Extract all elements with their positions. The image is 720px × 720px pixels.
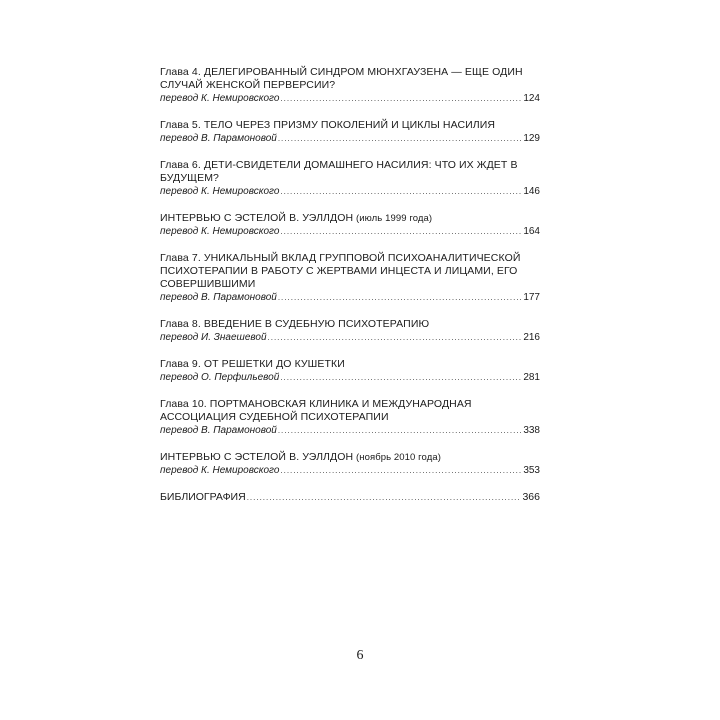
table-of-contents bbox=[160, 66, 540, 504]
page-ref: 129 bbox=[523, 133, 540, 144]
dot-leader bbox=[268, 331, 523, 344]
dot-leader bbox=[278, 291, 522, 304]
entry-line bbox=[160, 371, 540, 384]
toc-entry[interactable] bbox=[160, 318, 540, 344]
entry-title bbox=[160, 358, 540, 371]
chapter-title: ПОРТМАНОВСКАЯ КЛИНИКА И МЕЖДУНАРОДНАЯ АССОЦИАЦИЯ СУДЕБНОЙ ПСИХОТЕРАПИИ bbox=[160, 398, 472, 423]
page-ref: 164 bbox=[523, 226, 540, 237]
entry-title bbox=[160, 451, 540, 464]
chapter-prefix: Глава 9. bbox=[160, 358, 204, 370]
translator: перевод К. Немировского bbox=[160, 186, 280, 197]
chapter-title: ДЕЛЕГИРОВАННЫЙ СИНДРОМ МЮНХГАУЗЕНА — ЕЩЕ ОДИН СЛУЧАЙ ЖЕНСКОЙ ПЕРВЕРСИИ? bbox=[160, 66, 523, 91]
entry-line bbox=[160, 225, 540, 238]
translator: перевод О. Перфильевой bbox=[160, 372, 280, 383]
toc-entry[interactable] bbox=[160, 119, 540, 145]
entry-line bbox=[160, 291, 540, 304]
dot-leader bbox=[247, 491, 522, 504]
toc-entry[interactable] bbox=[160, 451, 540, 477]
toc-entry[interactable] bbox=[160, 398, 540, 437]
entry-title bbox=[160, 252, 540, 291]
entry-title bbox=[160, 398, 540, 424]
entry-line bbox=[160, 464, 540, 477]
page-ref: 216 bbox=[523, 332, 540, 343]
chapter-prefix: Глава 6. bbox=[160, 159, 204, 171]
chapter-prefix: Глава 4. bbox=[160, 66, 204, 78]
entry-line bbox=[160, 491, 540, 504]
entry-title bbox=[160, 66, 540, 92]
dot-leader bbox=[278, 132, 522, 145]
entry-line bbox=[160, 92, 540, 105]
page-ref: 124 bbox=[523, 93, 540, 104]
translator: перевод К. Немировского bbox=[160, 93, 280, 104]
translator: перевод В. Парамоновой bbox=[160, 292, 277, 303]
page-ref: 353 bbox=[523, 465, 540, 476]
translator: перевод В. Парамоновой bbox=[160, 425, 277, 436]
page-ref: 338 bbox=[523, 425, 540, 436]
dot-leader bbox=[280, 464, 522, 477]
page-ref: 146 bbox=[523, 186, 540, 197]
chapter-title: ОТ РЕШЕТКИ ДО КУШЕТКИ bbox=[203, 358, 345, 370]
chapter-title: ДЕТИ-СВИДЕТЕЛИ ДОМАШНЕГО НАСИЛИЯ: ЧТО ИХ ЖДЕТ В БУДУЩЕМ? bbox=[160, 159, 518, 184]
page-ref: 366 bbox=[522, 491, 540, 503]
entry-title bbox=[160, 119, 540, 132]
entry-title bbox=[160, 318, 540, 331]
chapter-title: ВВЕДЕНИЕ В СУДЕБНУЮ ПСИХОТЕРАПИЮ bbox=[203, 318, 430, 330]
chapter-prefix: Глава 8. bbox=[160, 318, 204, 330]
dot-leader bbox=[278, 424, 522, 437]
chapter-prefix: Глава 10. bbox=[160, 398, 210, 410]
bibliography-label: БИБЛИОГРАФИЯ bbox=[160, 491, 246, 503]
toc-entry[interactable] bbox=[160, 212, 540, 238]
chapter-title: ТЕЛО ЧЕРЕЗ ПРИЗМУ ПОКОЛЕНИЙ И ЦИКЛЫ НАСИЛИЯ bbox=[203, 119, 496, 131]
page-ref: 281 bbox=[523, 372, 540, 383]
translator: перевод И. Знаешевой bbox=[160, 332, 267, 343]
translator: перевод В. Парамоновой bbox=[160, 133, 277, 144]
toc-entry[interactable] bbox=[160, 358, 540, 384]
chapter-prefix: Глава 7. bbox=[160, 252, 204, 264]
entry-line bbox=[160, 132, 540, 145]
entry-title bbox=[160, 212, 540, 225]
chapter-title: ИНТЕРВЬЮ С ЭСТЕЛОЙ В. УЭЛЛДОН bbox=[160, 212, 354, 224]
translator: перевод К. Немировского bbox=[160, 465, 280, 476]
entry-line bbox=[160, 424, 540, 437]
dot-leader bbox=[280, 185, 522, 198]
dot-leader bbox=[280, 371, 522, 384]
dot-leader bbox=[280, 92, 522, 105]
page-ref: 177 bbox=[523, 292, 540, 303]
chapter-title: УНИКАЛЬНЫЙ ВКЛАД ГРУППОВОЙ ПСИХОАНАЛИТИЧЕСКОЙ ПСИХОТЕРАПИИ В РАБОТУ С ЖЕРТВАМИ ИНЦЕСТА И ЛИЦАМИ, ЕГО СОВЕРШИВШИМИ bbox=[160, 252, 521, 290]
chapter-title: ИНТЕРВЬЮ С ЭСТЕЛОЙ В. УЭЛЛДОН bbox=[160, 451, 354, 463]
toc-entry[interactable] bbox=[160, 252, 540, 304]
entry-title bbox=[160, 159, 540, 185]
toc-entry[interactable] bbox=[160, 159, 540, 198]
entry-line bbox=[160, 185, 540, 198]
interview-date: (июль 1999 года) bbox=[353, 213, 433, 224]
toc-entry-bibliography[interactable] bbox=[160, 491, 540, 504]
dot-leader bbox=[280, 225, 522, 238]
interview-date: (ноябрь 2010 года) bbox=[353, 452, 442, 463]
chapter-prefix: Глава 5. bbox=[160, 119, 204, 131]
page-number: 6 bbox=[356, 648, 364, 663]
entry-line bbox=[160, 331, 540, 344]
toc-entry[interactable] bbox=[160, 66, 540, 105]
translator: перевод К. Немировского bbox=[160, 226, 280, 237]
